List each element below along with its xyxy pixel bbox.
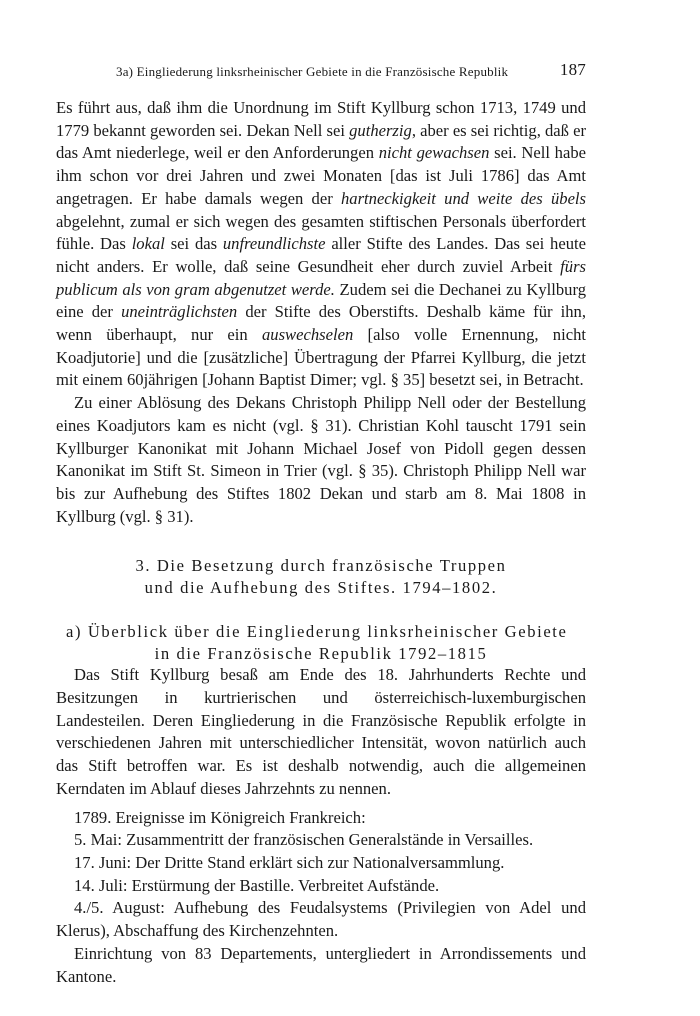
text-run: Zudem sei die Dechanei zu Kyllburg eine der [56,279,586,322]
text-run: sei das [164,234,223,254]
text-run: sei. Nell habe ihm schon vor drei Jahren und zwei Monaten [das ist Juli 1786] das Amt angetragen. Er habe damals wegen der [56,143,586,208]
book-page [56,60,586,988]
text-run: aller Stifte des Landes. Das sei heute nicht anders. Er wolle, daß seine Gesundheit eher durch zuviel Arbeit [56,234,586,276]
chronology-item: 4./5. August: Aufhebung des Feudalsystems (Privilegien von Adel und Klerus), Abschaffung des Kirchenzehnten. [56,898,586,941]
subsection-heading-line-2: in die Französische Republik 1792–1815 [154,643,488,663]
italic-quote: auswechselen [262,325,354,345]
paragraph-continuation [56,97,586,392]
subsection-heading [56,621,586,664]
chronology-list [56,807,586,989]
text-run: [also volle Ernennung, nicht Koadjutorie] und die [zusätzliche] Übertragung der Pfarrei Kyllburg, die jetzt mit einem 60jährigen [Johann Baptist Dimer; vgl. § 35] besetzt sei, in Betracht. [56,325,586,390]
chronology-item: 14. Juli: Erstürmung der Bastille. Verbreitet Aufstände. [74,875,440,895]
section-heading-line-2: und die Aufhebung des Stiftes. 1794–1802. [144,578,498,598]
chronology-item: 1789. Ereignisse im Königreich Frankreich: [74,807,366,827]
text-run: Es führt aus, daß ihm die Unordnung im Stift Kyllburg schon 1713, 1749 und 1779 bekannt geworden sei. Dekan Nell sei [56,98,586,140]
paragraph-overview: Das Stift Kyllburg besaß am Ende des 18. Jahrhunderts Rechte und Besitzungen in kurtrierischen und österreichisch-luxemburgischen Landesteilen. Deren Eingliederung in die Französische Republik erfolgte in verschiedenen Jahren mit unterschiedlicher Intensität, wovon natürlich auch das Stift betroffen war. Es ist deshalb notwendig, auch die allgemeinen Kerndaten im Ablauf dieses Jahrzehnts zu nennen. [56,665,586,798]
main-text [56,97,586,988]
page-number: 187 [559,60,586,79]
paragraph-dean-succession: Zu einer Ablösung des Dekans Christoph Philipp Nell oder der Bestellung eines Koadjutors kam es nicht (vgl. § 31). Christian Kohl tauscht 1791 sein Kyllburger Kanonikat mit Johann Michael Josef von Pidoll gegen dessen Kanonikat im Stift St. Simeon in Trier (vgl. § 35). Christoph Philipp Nell war bis zur Aufhebung des Stiftes 1802 Dekan und starb am 8. Mai 1808 in Kyllburg (vgl. § 31). [56,393,586,526]
chronology-item: 17. Juni: Der Dritte Stand erklärt sich zur Nationalversammlung. [74,852,505,872]
italic-quote: uneinträglichsten [121,302,238,322]
italic-quote: hartneckigkeit und weite des übels [340,188,586,208]
italic-quote: lokal [131,234,165,254]
text-run: der Stifte des Oberstifts. Deshalb käme für ihn, wenn überhaupt, nur ein [56,302,586,345]
italic-quote: nicht gewachsen [378,143,490,163]
section-heading-line-1: 3. Die Besetzung durch französische Truppen [135,556,507,576]
subsection-heading-line-1: a) Überblick über die Eingliederung linksrheinischer Gebiete [66,622,568,642]
italic-quote: gutherzig [349,120,412,140]
running-head-title: 3a) Eingliederung linksrheinischer Gebiete in die Französische Republik [116,64,509,79]
italic-quote: unfreundlichste [222,234,326,254]
running-head [56,60,586,84]
chronology-item: 5. Mai: Zusammentritt der französischen Generalstände in Versailles. [74,830,534,850]
chronology-item: Einrichtung von 83 Departements, untergliedert in Arrondissements und Kantone. [56,943,586,986]
text-run: , aber es sei richtig, daß er das Amt niederlege, weil er den Anforderungen [56,120,586,163]
italic-quote: fürs publicum als von gram abgenutzet werde. [56,256,586,299]
text-run: abgelehnt, zumal er sich wegen des gesamten stiftischen Personals überfordert fühle. Das [56,211,586,254]
section-heading [56,555,586,599]
